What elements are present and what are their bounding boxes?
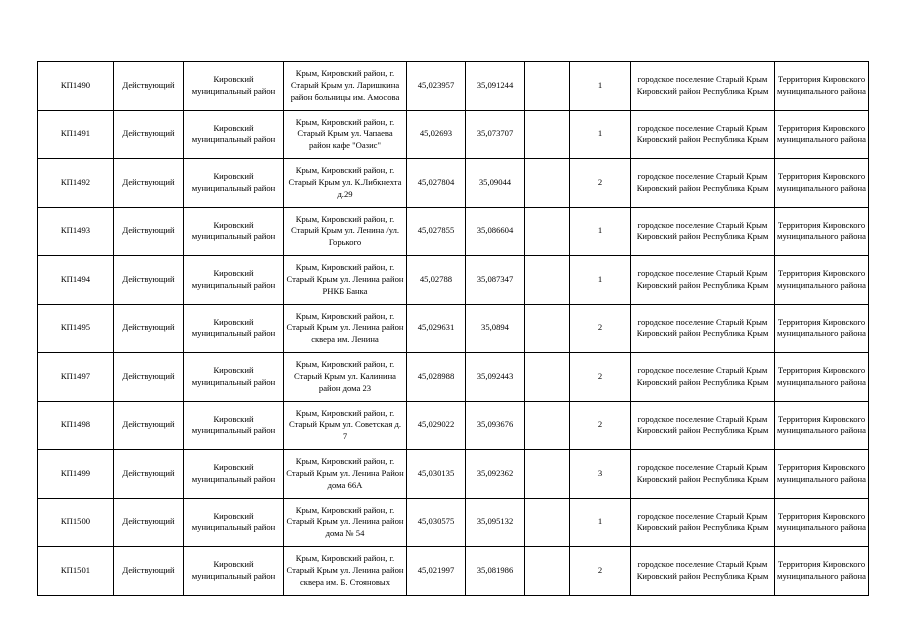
territory-cell: Территория Кировского муниципального района: [775, 450, 869, 499]
territory-cell: Территория Кировского муниципального района: [775, 547, 869, 596]
empty-cell: [525, 304, 570, 353]
row-id: КП1491: [38, 110, 114, 159]
latitude-cell: 45,021997: [407, 547, 466, 596]
table-row: [38, 401, 869, 450]
longitude-cell: 35,092443: [466, 353, 525, 402]
address-cell: Крым, Кировский район, г. Старый Крым ул. Ленина район РНКБ Банка: [284, 256, 407, 305]
status-cell: Действующий: [114, 207, 184, 256]
district-cell: Кировский муниципальный район: [184, 159, 284, 208]
empty-cell: [525, 207, 570, 256]
latitude-cell: 45,029631: [407, 304, 466, 353]
district-cell: Кировский муниципальный район: [184, 547, 284, 596]
territory-cell: Территория Кировского муниципального района: [775, 256, 869, 305]
row-id: КП1492: [38, 159, 114, 208]
settlement-cell: городское поселение Старый Крым Кировский район Республика Крым: [631, 450, 775, 499]
empty-cell: [525, 353, 570, 402]
status-cell: Действующий: [114, 304, 184, 353]
count-cell: 1: [570, 256, 631, 305]
status-cell: Действующий: [114, 401, 184, 450]
table-row: [38, 62, 869, 111]
row-id: КП1499: [38, 450, 114, 499]
settlement-cell: городское поселение Старый Крым Кировский район Республика Крым: [631, 159, 775, 208]
count-cell: 1: [570, 110, 631, 159]
address-cell: Крым, Кировский район, г. Старый Крым ул. Ларишкина район больницы им. Амосова: [284, 62, 407, 111]
longitude-cell: 35,0894: [466, 304, 525, 353]
count-cell: 2: [570, 401, 631, 450]
table-row: [38, 450, 869, 499]
district-cell: Кировский муниципальный район: [184, 62, 284, 111]
table-row: [38, 353, 869, 402]
status-cell: Действующий: [114, 110, 184, 159]
table-body: [38, 62, 869, 596]
empty-cell: [525, 110, 570, 159]
table-row: [38, 547, 869, 596]
table-row: [38, 110, 869, 159]
latitude-cell: 45,023957: [407, 62, 466, 111]
latitude-cell: 45,02693: [407, 110, 466, 159]
district-cell: Кировский муниципальный район: [184, 498, 284, 547]
longitude-cell: 35,092362: [466, 450, 525, 499]
status-cell: Действующий: [114, 159, 184, 208]
address-cell: Крым, Кировский район, г. Старый Крым ул. К.Либкнехта д.29: [284, 159, 407, 208]
count-cell: 1: [570, 62, 631, 111]
address-cell: Крым, Кировский район, г. Старый Крым ул. Чапаева район кафе "Оазис": [284, 110, 407, 159]
count-cell: 2: [570, 159, 631, 208]
address-cell: Крым, Кировский район, г. Старый Крым ул. Калинина район дома 23: [284, 353, 407, 402]
count-cell: 1: [570, 498, 631, 547]
row-id: КП1493: [38, 207, 114, 256]
count-cell: 2: [570, 353, 631, 402]
empty-cell: [525, 498, 570, 547]
status-cell: Действующий: [114, 547, 184, 596]
registry-table: [37, 61, 869, 596]
territory-cell: Территория Кировского муниципального района: [775, 401, 869, 450]
latitude-cell: 45,027804: [407, 159, 466, 208]
longitude-cell: 35,087347: [466, 256, 525, 305]
longitude-cell: 35,086604: [466, 207, 525, 256]
settlement-cell: городское поселение Старый Крым Кировский район Республика Крым: [631, 207, 775, 256]
table-row: [38, 304, 869, 353]
empty-cell: [525, 401, 570, 450]
district-cell: Кировский муниципальный район: [184, 450, 284, 499]
latitude-cell: 45,029022: [407, 401, 466, 450]
address-cell: Крым, Кировский район, г. Старый Крым ул. Советская д. 7: [284, 401, 407, 450]
table-row: [38, 256, 869, 305]
settlement-cell: городское поселение Старый Крым Кировский район Республика Крым: [631, 401, 775, 450]
address-cell: Крым, Кировский район, г. Старый Крым ул. Ленина район сквера им. Б. Стояновых: [284, 547, 407, 596]
latitude-cell: 45,030135: [407, 450, 466, 499]
settlement-cell: городское поселение Старый Крым Кировский район Республика Крым: [631, 547, 775, 596]
settlement-cell: городское поселение Старый Крым Кировский район Республика Крым: [631, 62, 775, 111]
row-id: КП1494: [38, 256, 114, 305]
row-id: КП1500: [38, 498, 114, 547]
settlement-cell: городское поселение Старый Крым Кировский район Республика Крым: [631, 256, 775, 305]
latitude-cell: 45,030575: [407, 498, 466, 547]
territory-cell: Территория Кировского муниципального района: [775, 498, 869, 547]
address-cell: Крым, Кировский район, г. Старый Крым ул. Ленина район сквера им. Ленина: [284, 304, 407, 353]
district-cell: Кировский муниципальный район: [184, 304, 284, 353]
district-cell: Кировский муниципальный район: [184, 110, 284, 159]
empty-cell: [525, 159, 570, 208]
count-cell: 2: [570, 547, 631, 596]
status-cell: Действующий: [114, 353, 184, 402]
empty-cell: [525, 62, 570, 111]
status-cell: Действующий: [114, 450, 184, 499]
status-cell: Действующий: [114, 498, 184, 547]
longitude-cell: 35,093676: [466, 401, 525, 450]
row-id: КП1495: [38, 304, 114, 353]
longitude-cell: 35,091244: [466, 62, 525, 111]
empty-cell: [525, 256, 570, 305]
row-id: КП1497: [38, 353, 114, 402]
empty-cell: [525, 450, 570, 499]
count-cell: 2: [570, 304, 631, 353]
latitude-cell: 45,027855: [407, 207, 466, 256]
settlement-cell: городское поселение Старый Крым Кировский район Республика Крым: [631, 110, 775, 159]
count-cell: 1: [570, 207, 631, 256]
territory-cell: Территория Кировского муниципального района: [775, 159, 869, 208]
latitude-cell: 45,02788: [407, 256, 466, 305]
territory-cell: Территория Кировского муниципального района: [775, 62, 869, 111]
address-cell: Крым, Кировский район, г. Старый Крым ул. Ленина район дома № 54: [284, 498, 407, 547]
address-cell: Крым, Кировский район, г. Старый Крым ул. Ленина /ул. Горького: [284, 207, 407, 256]
status-cell: Действующий: [114, 62, 184, 111]
address-cell: Крым, Кировский район, г. Старый Крым ул. Ленина Район дома 66А: [284, 450, 407, 499]
row-id: КП1498: [38, 401, 114, 450]
longitude-cell: 35,073707: [466, 110, 525, 159]
status-cell: Действующий: [114, 256, 184, 305]
latitude-cell: 45,028988: [407, 353, 466, 402]
row-id: КП1490: [38, 62, 114, 111]
empty-cell: [525, 547, 570, 596]
table-row: [38, 207, 869, 256]
settlement-cell: городское поселение Старый Крым Кировский район Республика Крым: [631, 498, 775, 547]
territory-cell: Территория Кировского муниципального района: [775, 353, 869, 402]
row-id: КП1501: [38, 547, 114, 596]
territory-cell: Территория Кировского муниципального района: [775, 304, 869, 353]
district-cell: Кировский муниципальный район: [184, 256, 284, 305]
table-row: [38, 498, 869, 547]
table-row: [38, 159, 869, 208]
settlement-cell: городское поселение Старый Крым Кировский район Республика Крым: [631, 304, 775, 353]
longitude-cell: 35,081986: [466, 547, 525, 596]
district-cell: Кировский муниципальный район: [184, 207, 284, 256]
district-cell: Кировский муниципальный район: [184, 353, 284, 402]
territory-cell: Территория Кировского муниципального района: [775, 207, 869, 256]
longitude-cell: 35,095132: [466, 498, 525, 547]
settlement-cell: городское поселение Старый Крым Кировский район Республика Крым: [631, 353, 775, 402]
territory-cell: Территория Кировского муниципального района: [775, 110, 869, 159]
longitude-cell: 35,09044: [466, 159, 525, 208]
count-cell: 3: [570, 450, 631, 499]
district-cell: Кировский муниципальный район: [184, 401, 284, 450]
